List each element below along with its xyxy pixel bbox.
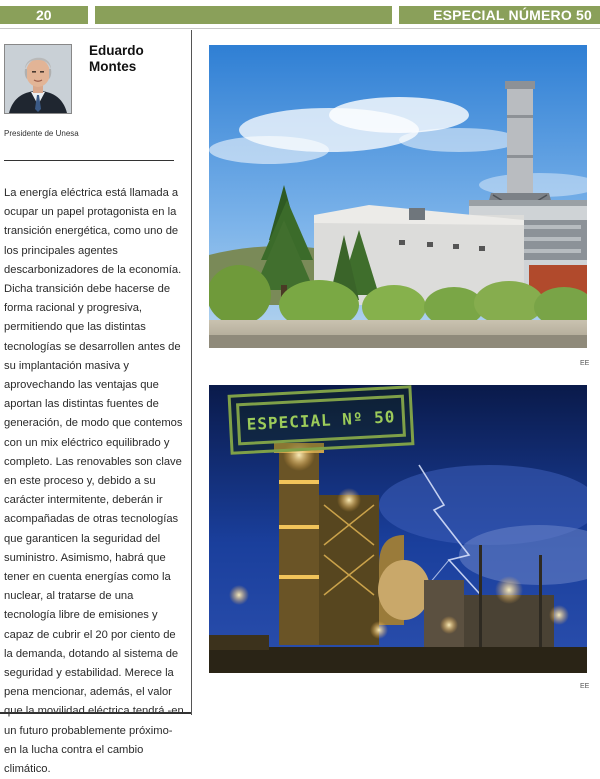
author-avatar xyxy=(4,44,72,114)
section-title: ESPECIAL NÚMERO 50 xyxy=(433,7,592,23)
article-body: La energía eléctrica está llamada a ocupar un papel protagonista en la transición energética, como uno de los principales agentes descarbonizadores de la economía. Dicha transición debe hacerse de forma racional y progresiva, permitiendo que las distintas tecnologías se desarrollen antes de su implantación masiva y aprovechando las ventajas que aportan las distintas fuentes de generación, de modo que contemos con un mix eléctrico equilibrado y completo. Las renovables son clave en este proceso y, debido a su carácter intermitente, deberán ir acompañadas de otras tecnologías que garanticen la seguridad del suministro. Asimismo, habrá que tener en cuenta energías como la nuclear, al tratarse de una tecnología libre de emisiones y capaz de cubrir el 20 por ciento de la demanda, dotando al sistema de seguridad y estabilidad. Merece la pena mencionar, además, el valor un futuro probablemente próximo- en la lucha contra el cambio climático. xyxy=(4,187,183,776)
stamp-inner-frame xyxy=(236,395,406,446)
photo-2-caption: EE xyxy=(580,683,590,690)
page-number: 20 xyxy=(36,7,52,23)
stamp-text: ESPECIAL Nº 50 xyxy=(246,406,396,434)
author-portrait-icon xyxy=(5,45,71,113)
author-name: Eduardo Montes xyxy=(89,43,144,74)
photo-1-caption: EE xyxy=(580,360,590,367)
column-divider xyxy=(191,30,192,715)
power-plant-night-photo xyxy=(209,385,587,673)
power-plant-day-photo xyxy=(209,45,587,348)
author-rule xyxy=(4,160,174,161)
author-role: Presidente de Unesa xyxy=(4,129,79,138)
header-rule xyxy=(0,28,600,29)
header-middle-band xyxy=(95,6,392,24)
page-header xyxy=(0,0,600,30)
power-plant-day-image xyxy=(209,45,587,348)
article-end-rule xyxy=(0,712,191,714)
special-stamp xyxy=(228,385,415,455)
